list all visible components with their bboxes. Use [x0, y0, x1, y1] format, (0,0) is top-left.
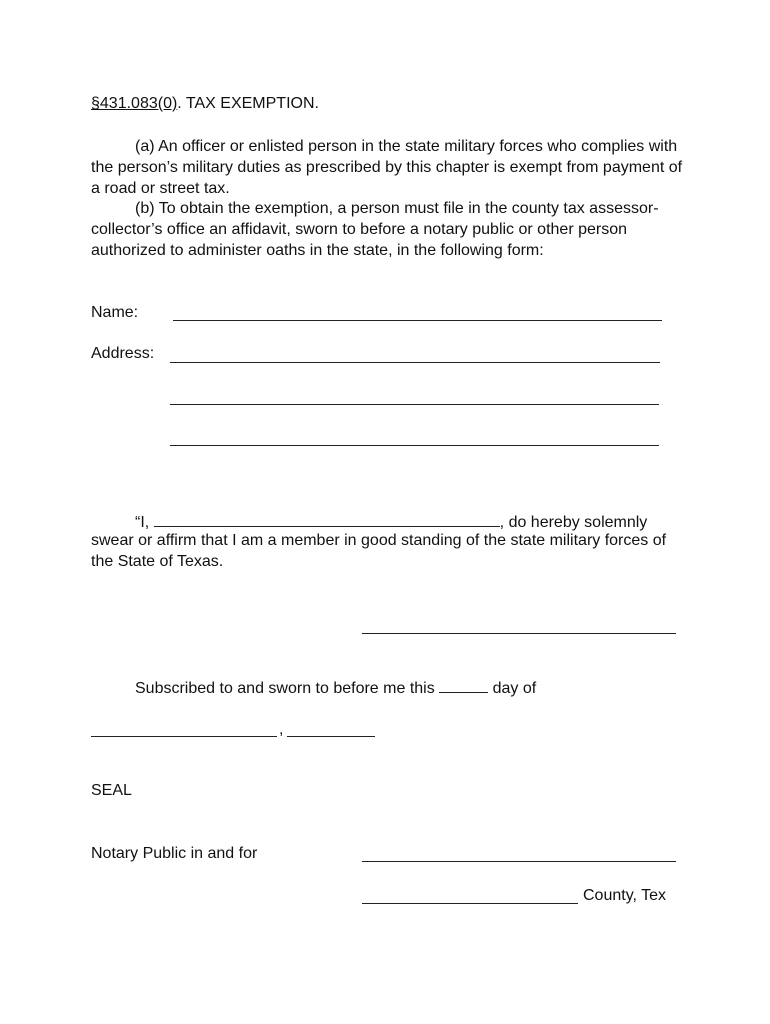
oath-prefix: “I, [135, 514, 150, 531]
paragraph-a [91, 137, 691, 199]
section-reference: §431.083(0) [91, 95, 178, 112]
seal-label: SEAL [91, 782, 132, 799]
affiant-signature-line[interactable] [362, 633, 676, 634]
day-blank[interactable] [439, 677, 488, 693]
subscribed-text-before: Subscribed to and sworn to before me this [135, 680, 435, 697]
paragraph-a-text: (a) An officer or enlisted person in the state military forces who complies with the person’s military duties as prescribed by this chapter is exempt from payment of a road or street tax. [91, 138, 683, 197]
month-blank-line[interactable] [91, 736, 277, 737]
date-comma: , [279, 721, 284, 738]
year-blank-line[interactable] [287, 736, 375, 737]
paragraph-b [91, 199, 691, 261]
notary-label: Notary Public in and for [91, 845, 258, 862]
subscribed-text-after: day of [492, 680, 537, 697]
oath-rest: swear or affirm that I am a member in good standing of the state military forces of the State of Texas. [91, 532, 667, 570]
subscribed-line [135, 677, 536, 699]
county-suffix: County, Tex [583, 887, 667, 904]
paragraph-b-text: (b) To obtain the exemption, a person must file in the county tax assessor-collector’s office an affidavit, sworn to before a notary public or other person authorized to administer oaths in the state, in the following form: [91, 200, 659, 259]
section-heading [91, 94, 319, 114]
oath-first-line [135, 511, 647, 533]
notary-signature-line[interactable] [362, 861, 676, 862]
address-label: Address: [91, 345, 155, 362]
address-blank-line-3[interactable] [170, 445, 659, 446]
oath-name-blank[interactable] [154, 511, 500, 527]
address-blank-line-2[interactable] [170, 404, 659, 405]
name-label: Name: [91, 304, 139, 321]
county-blank-line[interactable] [362, 903, 578, 904]
oath-suffix: , do hereby solemnly [499, 514, 648, 531]
section-title: . TAX EXEMPTION. [177, 95, 319, 112]
address-blank-line-1[interactable] [170, 362, 660, 363]
name-blank-line[interactable] [173, 320, 662, 321]
